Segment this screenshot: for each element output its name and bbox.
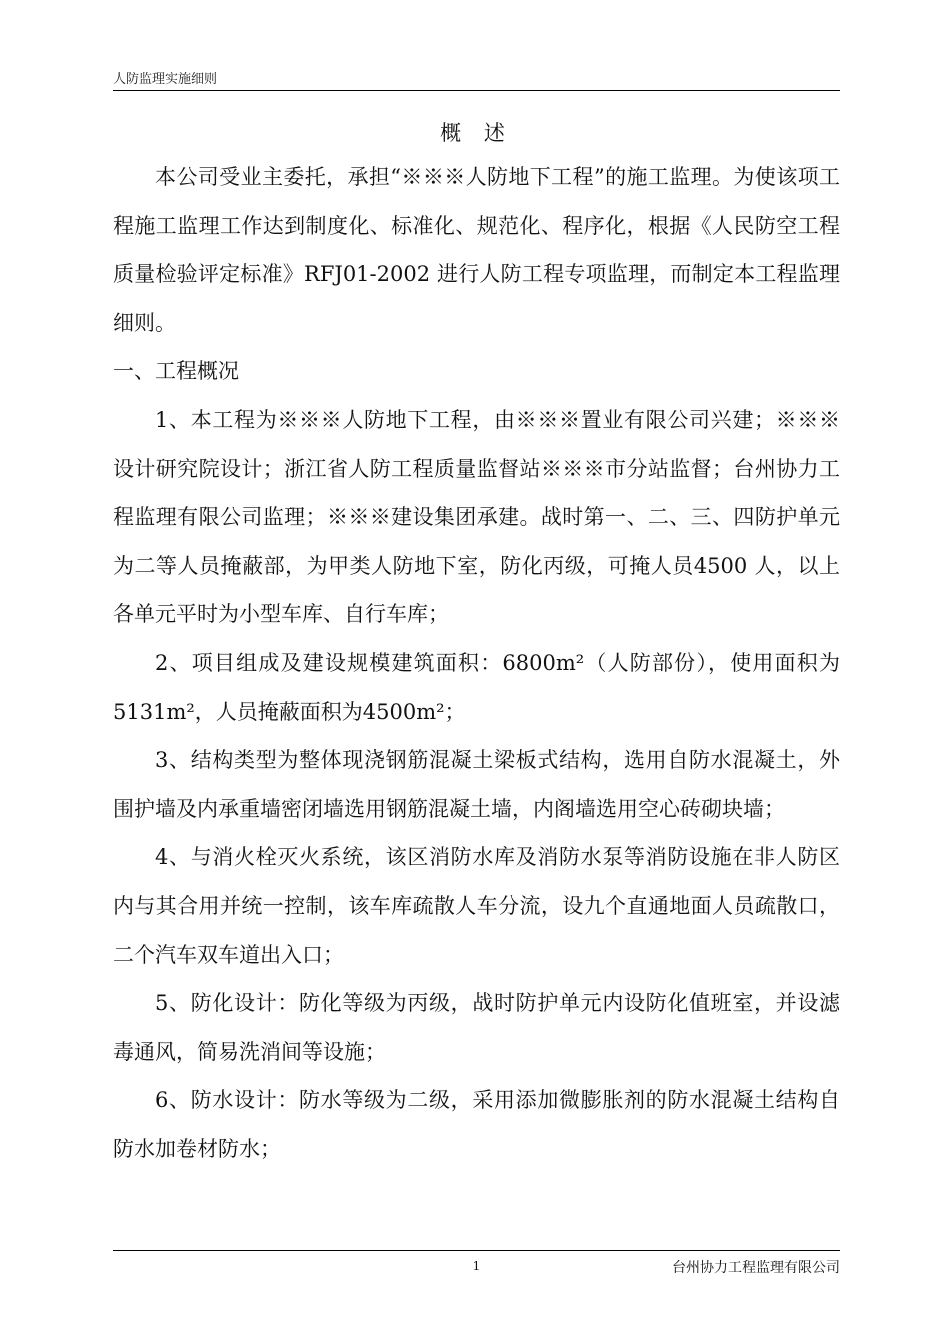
page-header — [113, 68, 840, 91]
section-heading: 一、工程概况 — [113, 359, 239, 384]
intro-paragraph: 本公司受业主委托，承担“※※※人防地下工程”的施工监理。为使该项工程施工监理工作达到制度化、标准化、规范化、程序化，根据《人民防空工程质量检验评定标准》RFJ01-2002 进行人防工程专项监理，而制定本工程监理细则。 — [113, 165, 840, 335]
item-paragraph-5: 5、防化设计：防化等级为丙级，战时防护单元内设防化值班室，并设滤毒通风，简易洗消间等设施； — [113, 991, 840, 1064]
footer-company: 台州协力工程监理有限公司 — [672, 1260, 840, 1276]
page-footer — [113, 1250, 840, 1281]
document-title: 概 述 — [440, 121, 513, 145]
item-paragraph-2: 2、项目组成及建设规模建筑面积：6800m²（人防部份），使用面积为5131m²，人员掩蔽面积为4500m²； — [113, 650, 840, 724]
page-number: 1 — [472, 1259, 481, 1273]
item-paragraph-4: 4、与消火栓灭火系统，该区消防水库及消防水泵等消防设施在非人防区内与其合用并统一控制，该车库疏散人车分流，设九个直通地面人员疏散口，二个汽车双车道出入口； — [113, 845, 840, 967]
document-body — [113, 116, 840, 1173]
item-paragraph-6: 6、防水设计：防水等级为二级，采用添加微膨胀剂的防水混凝土结构自防水加卷材防水； — [113, 1088, 840, 1161]
item-paragraph-3: 3、结构类型为整体现浇钢筋混凝土梁板式结构，选用自防水混凝土，外围护墙及内承重墙密闭墙选用钢筋混凝土墙，内阁墙选用空心砖砌块墙； — [113, 748, 840, 821]
header-title: 人防监理实施细则 — [113, 72, 218, 87]
item-paragraph-1: 1、本工程为※※※人防地下工程，由※※※置业有限公司兴建；※※※设计研究院设计；浙江省人防工程质量监督站※※※市分站监督；台州协力工程监理有限公司监理；※※※建设集团承建。战时第一、二、三、四防护单元为二等人员掩蔽部，为甲类人防地下室，防化丙级，可掩人员4500 人，以上各单元平时为小型车库、自行车库； — [113, 407, 840, 627]
